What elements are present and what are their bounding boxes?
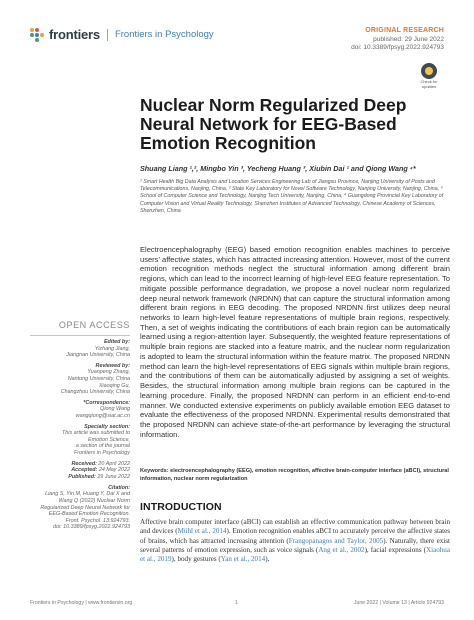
intro-text-1: Affective brain computer interface (aBCI) can establish an effective communication pathway between brain and devices ( [140, 518, 450, 536]
doi[interactable]: doi: 10.3389/fpsyg.2022.924793 [351, 44, 444, 51]
sidebar-divider [30, 335, 130, 336]
crossmark-badge[interactable] [418, 63, 440, 91]
journal-name[interactable]: Frontiers in Psychology [114, 29, 214, 40]
page-header [0, 0, 474, 62]
introduction-heading: INTRODUCTION [140, 501, 222, 513]
reference-link[interactable]: Ang et al., 2002 [318, 545, 365, 554]
intro-text-3: ). Naturally, there exist several patterns of emotion expression, such as voice signals ( [140, 536, 450, 554]
affiliations: ¹ Smart Health Big Data Analysis and Location Services Engineering Lab of Jiangsu Province, Nanjing University of Posts and Telecommunications, Nanjing, China, ² State Key Laboratory for Novel Software Technology, Nanjing University, Nanjing, China, ³ School of Computer Science and Technology, Nanjing Tech University, Nanjing, China, ⁴ Guangdong Provincial Key Laboratory of Computer Vision and Virtual Reality Technology, Shenzhen Institutes of Advanced Technology, Chinese Academy of Sciences, Shenzhen, China [140, 179, 444, 214]
footer-journal[interactable]: Frontiers in Psychology | www.frontiersin.org [30, 600, 133, 606]
accepted-value: 24 May 2022 [98, 467, 130, 474]
citation [30, 485, 130, 531]
author-list[interactable]: Shuang Liang ¹,², Mingbo Yin ³, Yecheng Huang ³, Xiubin Dai ¹ and Qiong Wang ⁴* [140, 164, 416, 173]
crossmark-label: Check for updates [420, 79, 438, 89]
footer-issue: June 2022 | Volume 13 | Article 924793 [353, 600, 444, 606]
correspondence [30, 400, 130, 420]
article-title: Nuclear Norm Regularized Deep Neural Network for EEG-Based Emotion Recognition [140, 95, 407, 153]
page-number: 1 [235, 600, 238, 606]
citation-label: Citation: [108, 484, 130, 491]
reference-link[interactable]: Xiaohua et al., 2019 [140, 545, 451, 564]
abstract: Electroencephalography (EEG) based emotion recognition enables machines to perceive users' affective states, which has attracted increasing attention. However, most of the current emotion recognition methods neglect the structural information among different brain regions, which can lead to the incorrect learning of high-level EEG feature representation. To mitigate possible performance degradation, we propose a novel nuclear norm regularized deep neural network framework (NRDNN) that can capture the structural information among different brain regions in EEG decoding. The proposed NRDNN first utilizes deep neural networks to learn high-level feature representations of multiple brain regions, respectively. Then, a set of weights indicating the contributions of each brain region can be automatically learned using a region-attention layer. Subsequently, the weighted feature representations of multiple brain regions are stacked into a feature matrix, and the nuclear norm regularization is adopted to learn the structural information within the feature matrix. The proposed NRDNN method can learn the high-level representations of EEG signals within multiple brain regions, and the contributions of them can be automatically adjusted by assigning a set of weights. Besides, the structural information among multiple brain regions can be captured in the learning procedure. Finally, the proposed NRDNN can perform in an efficient end-to-end manner. We conducted extensive experiments on publicly available emotion EEG dataset to evaluate the effectiveness of the proposed NRDNN. Experimental results demonstrated that the proposed NRDNN can achieve state-of-the-art performance by leveraging the structural information. [140, 245, 450, 439]
introduction-paragraph [140, 518, 450, 564]
reviewed-by [30, 363, 130, 396]
edited-by-value: Yizhang Jiang, Jiangnan University, China [66, 345, 130, 359]
correspondence-label: *Correspondence: [83, 399, 130, 406]
frontiers-logo[interactable] [30, 27, 214, 42]
open-access-label: OPEN ACCESS [58, 320, 130, 330]
reviewed-by-value: Yuanpeng Zhang, Nantong University, China Xiaoqing Gu, Changzhou University, China [60, 369, 130, 396]
crossmark-icon [421, 63, 437, 79]
reviewed-by-label: Reviewed by: [95, 362, 130, 369]
published-label: Published: [68, 474, 96, 481]
specialty-label: Specialty section: [84, 423, 130, 430]
received-label: Received: [71, 460, 97, 467]
reference-link[interactable]: Frangopanagos and Taylor, 2005 [288, 536, 384, 545]
published-value: 29 June 2022 [97, 474, 130, 481]
reference-link[interactable]: Mühl et al., 2014 [177, 527, 227, 536]
edited-by-label: Edited by: [103, 339, 130, 345]
intro-text-4: ), facial expressions ( [364, 545, 426, 554]
reference-link[interactable]: Yan et al., 2014 [220, 555, 266, 564]
edited-by [30, 339, 130, 359]
keywords: Keywords: electroencephalography (EEG), emotion recognition, affective brain-computer interface (aBCI), structural information, nuclear norm regularization [140, 468, 449, 482]
intro-text-5: ), body gestures ( [171, 555, 221, 564]
article-sidebar [30, 320, 130, 535]
specialty-section [30, 424, 130, 457]
received-date [30, 461, 130, 468]
logo-divider [107, 29, 108, 41]
correspondence-value[interactable]: Qiong Wang wangqiong@siat.ac.cn [75, 406, 130, 419]
article-meta [351, 27, 444, 53]
page-footer [30, 600, 444, 610]
received-value: 20 April 2022 [98, 460, 130, 467]
published-date: published: 29 June 2022 [373, 35, 444, 43]
published-date-side [30, 474, 130, 481]
specialty-value: This article was submitted to Emotion Science, a section of the journal Frontiers in Psychology [61, 430, 130, 456]
intro-text-2: ). Emotion recognition enables aBCI to accurately perceive the affective states of brains, which has attracted increasing attention ( [140, 527, 450, 545]
article-type: ORIGINAL RESEARCH [365, 27, 444, 34]
publisher-name: frontiers [49, 27, 100, 42]
accepted-label: Accepted: [71, 467, 98, 474]
accepted-date [30, 467, 130, 474]
article-dates [30, 461, 130, 481]
intro-text-6: ), [265, 555, 270, 564]
citation-value: Liang S, Yin M, Huang Y, Dai X and Wang Q (2022) Nuclear Norm Regularized Deep Neural Network for EEG-Based Emotion Recognition. Front. Psychol. 13:924793. doi: 10.3389/fpsyg.2022.924793 [40, 491, 130, 531]
frontiers-logo-icon [30, 28, 44, 42]
